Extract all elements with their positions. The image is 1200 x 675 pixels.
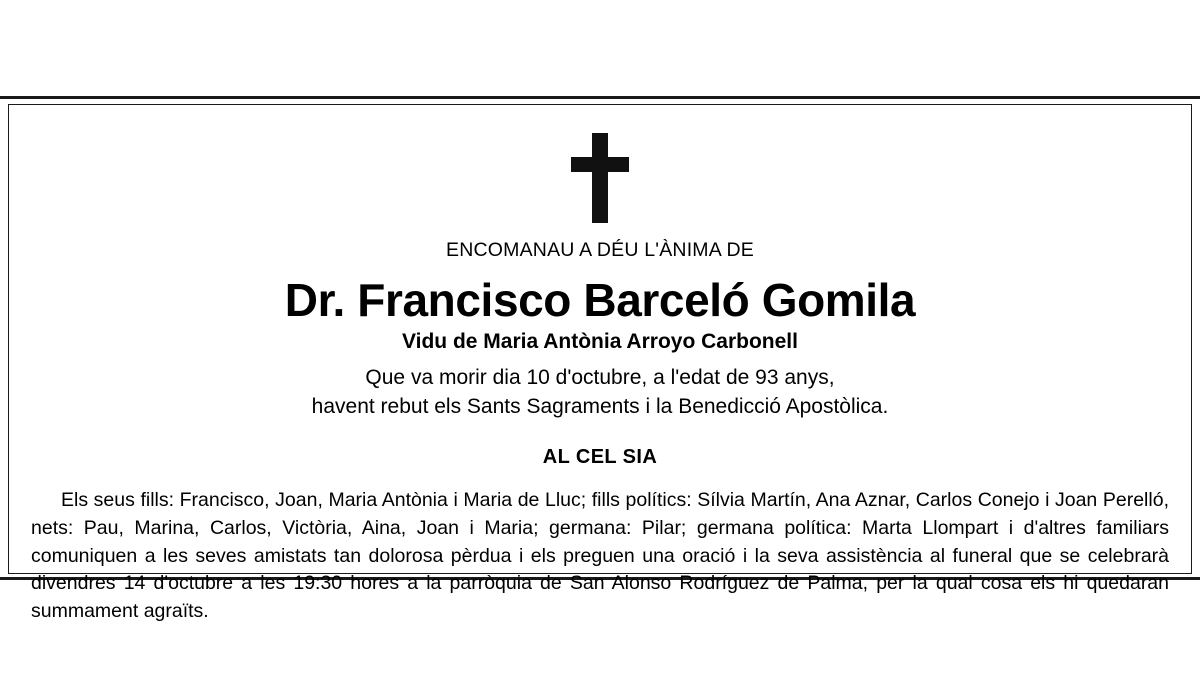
death-date-line: Que va morir dia 10 d'octubre, a l'edat de 93 anys, [365,366,835,390]
sacraments-line: havent rebut els Sants Sagraments i la Benedicció Apostòlica. [311,395,889,419]
obituary-notice-card [0,96,1200,622]
obituary-notice-frame [8,104,1192,622]
spouse-line: Vidu de Maria Antònia Arroyo Carbonell [402,330,798,354]
blessing-text: AL CEL SIA [542,446,658,469]
latin-cross-icon [567,133,633,223]
invocation-text: ENCOMANAU A DÉU L'ÀNIMA DE [446,239,754,261]
deceased-name: Dr. Francisco Barceló Gomila [284,274,916,326]
family-announcement-text: Els seus fills: Francisco, Joan, Maria Antònia i Maria de Lluc; fills polítics: Sílvia Martín, Ana Aznar, Carlos Conejo i Joan Perelló, nets: Pau, Marina, Carlos, Victòria, Aina, Joan i Maria; germana: Pilar; germana política: Marta Llompart i d'altres familiars comuniquen a les seves amistats tan dolorosa pèrdua i els preguen una oració i la seva assistència al funeral que se celebrarà divendres 14 d'octubre a les 19:30 hores a la parròquia de San Alonso Rodríguez de Palma, per la qual cosa els hi quedaran summament agraïts. [31,489,1169,622]
